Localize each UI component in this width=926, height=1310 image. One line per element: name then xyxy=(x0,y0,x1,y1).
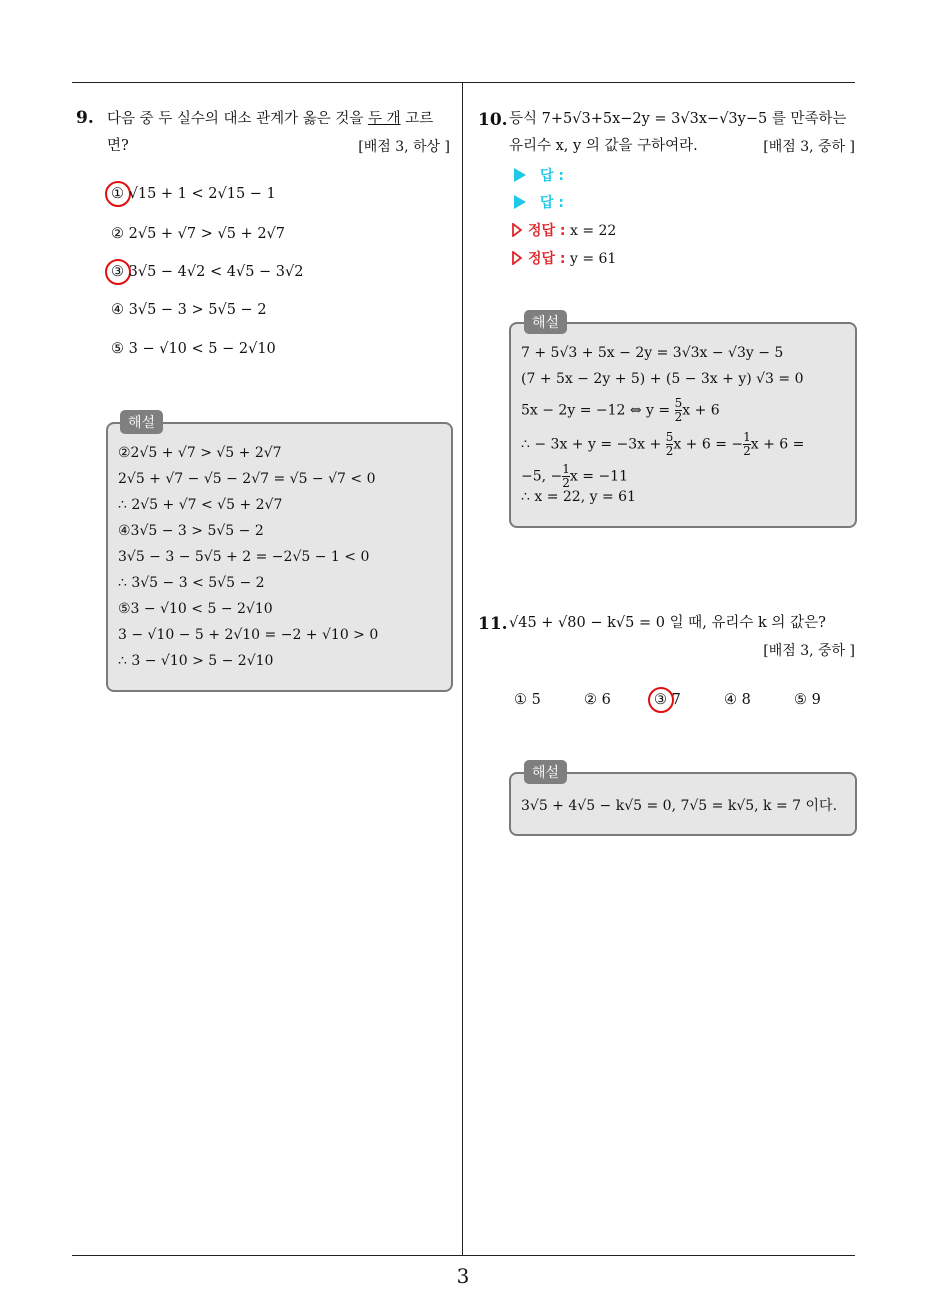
q9-exp-line: 2√5 + √7 − √5 − 2√7 = √5 − √7 < 0 xyxy=(118,471,376,487)
q10-exp-line-3b: x + 6 xyxy=(682,402,720,419)
q10-text-b: 유리수 x, y 의 값을 구하여라. xyxy=(509,138,698,154)
answer-triangle-icon xyxy=(514,168,526,182)
q10-exp-line-5b: x = −11 xyxy=(569,468,628,485)
fraction-numerator: 1 xyxy=(562,462,570,476)
q11-choice-1[interactable]: ① 5 xyxy=(514,692,541,708)
q10-exp-line-4 xyxy=(521,431,804,458)
q10-answer-row-1 xyxy=(514,165,564,185)
q11-exp-line: 3√5 + 4√5 − k√5 = 0, 7√5 = k√5, k = 7 이다. xyxy=(521,798,838,814)
bottom-rule xyxy=(72,1255,855,1256)
q10-exp-line-5 xyxy=(521,463,628,490)
q10-exp-line-4a: ∴ − 3x + y = −3x + xyxy=(521,436,666,453)
q11-text: √45 + √80 − k√5 = 0 일 때, 유리수 k 의 값은? xyxy=(509,615,826,631)
q11-choice-2[interactable]: ② 6 xyxy=(584,692,611,708)
q10-exp-line: (7 + 5x − 2y + 5) + (5 − 3x + y) √3 = 0 xyxy=(521,371,804,387)
answer-label: 답 : xyxy=(540,195,564,211)
fraction-denominator: 2 xyxy=(562,476,570,490)
q9-choice-1[interactable]: ① √15 + 1 < 2√15 − 1 xyxy=(111,186,276,202)
q9-explanation-tag: 해설 xyxy=(120,410,163,434)
page-number: 3 xyxy=(456,1264,470,1288)
q10-answer-row-2 xyxy=(514,192,564,212)
q9-choice-5[interactable]: ⑤ 3 − √10 < 5 − 2√10 xyxy=(111,341,276,357)
q9-text-a: 다음 중 두 실수의 대소 관계가 옳은 것을 xyxy=(107,111,368,127)
q9-exp-line: ⑤3 − √10 < 5 − 2√10 xyxy=(118,601,273,617)
q9-exp-line: 3√5 − 3 − 5√5 + 2 = −2√5 − 1 < 0 xyxy=(118,549,370,565)
q10-correct-row-2 xyxy=(512,248,616,268)
q10-exp-line-4c: x + 6 = xyxy=(750,436,805,453)
fraction-numerator: 5 xyxy=(665,430,674,444)
q9-text-c: 면? xyxy=(107,138,129,154)
fraction-numerator: 1 xyxy=(743,430,751,444)
q10-exp-line-5a: −5, − xyxy=(521,468,563,485)
column-divider xyxy=(462,82,463,1256)
correct-value-y: y = 61 xyxy=(569,251,617,267)
q10-exp-line: ∴ x = 22, y = 61 xyxy=(521,489,636,505)
fraction xyxy=(562,463,570,490)
correct-triangle-icon xyxy=(512,223,522,237)
top-rule xyxy=(72,82,855,83)
q9-exp-line: ∴ 2√5 + √7 < √5 + 2√7 xyxy=(118,497,283,513)
fraction-denominator: 2 xyxy=(674,410,683,424)
q11-choice-4[interactable]: ④ 8 xyxy=(724,692,751,708)
q9-score: [배점 3, 하상 ] xyxy=(358,139,450,155)
answer-label: 답 : xyxy=(540,168,564,184)
q9-text-underline: 두 개 xyxy=(367,111,401,127)
q10-exp-line-4b: x + 6 = − xyxy=(673,436,744,453)
correct-value-x: x = 22 xyxy=(569,223,617,239)
q9-exp-line: ∴ 3 − √10 > 5 − 2√10 xyxy=(118,653,274,669)
q9-number: 9. xyxy=(76,108,94,128)
correct-triangle-icon xyxy=(512,251,522,265)
q11-explanation-tag: 해설 xyxy=(524,760,567,784)
q9-text-b: 고르 xyxy=(400,111,434,127)
fraction-numerator: 5 xyxy=(674,396,683,410)
q10-exp-line: 7 + 5√3 + 5x − 2y = 3√3x − √3y − 5 xyxy=(521,345,784,361)
q9-choice-3[interactable]: ③ 3√5 − 4√2 < 4√5 − 3√2 xyxy=(111,264,304,280)
correct-label: 정답 : xyxy=(528,223,566,239)
q11-score: [배점 3, 중하 ] xyxy=(763,643,855,659)
q11-choice-5[interactable]: ⑤ 9 xyxy=(794,692,821,708)
q9-exp-line: ∴ 3√5 − 3 < 5√5 − 2 xyxy=(118,575,265,591)
answer-triangle-icon xyxy=(514,195,526,209)
q10-explanation-tag: 해설 xyxy=(524,310,567,334)
q11-choice-3[interactable]: ③ 7 xyxy=(654,692,681,708)
q10-correct-row-1 xyxy=(512,220,616,240)
q10-text-a: 등식 7+5√3+5x−2y = 3√3x−√3y−5 를 만족하는 xyxy=(509,111,847,127)
correct-label: 정답 : xyxy=(528,251,566,267)
fraction-denominator: 2 xyxy=(665,444,674,458)
q9-choice-4[interactable]: ④ 3√5 − 3 > 5√5 − 2 xyxy=(111,302,267,318)
q9-exp-line: 3 − √10 − 5 + 2√10 = −2 + √10 > 0 xyxy=(118,627,379,643)
q11-number: 11. xyxy=(478,614,508,634)
q10-score: [배점 3, 중하 ] xyxy=(763,139,855,155)
q9-exp-line: ②2√5 + √7 > √5 + 2√7 xyxy=(118,445,282,461)
q9-choice-2[interactable]: ② 2√5 + √7 > √5 + 2√7 xyxy=(111,226,286,242)
q10-exp-line-3 xyxy=(521,397,720,424)
fraction-denominator: 2 xyxy=(743,444,751,458)
fraction xyxy=(743,431,751,458)
q10-number: 10. xyxy=(478,110,508,130)
q9-exp-line: ④3√5 − 3 > 5√5 − 2 xyxy=(118,523,264,539)
q10-exp-line-3a: 5x − 2y = −12 ⇔ y = xyxy=(521,402,675,419)
